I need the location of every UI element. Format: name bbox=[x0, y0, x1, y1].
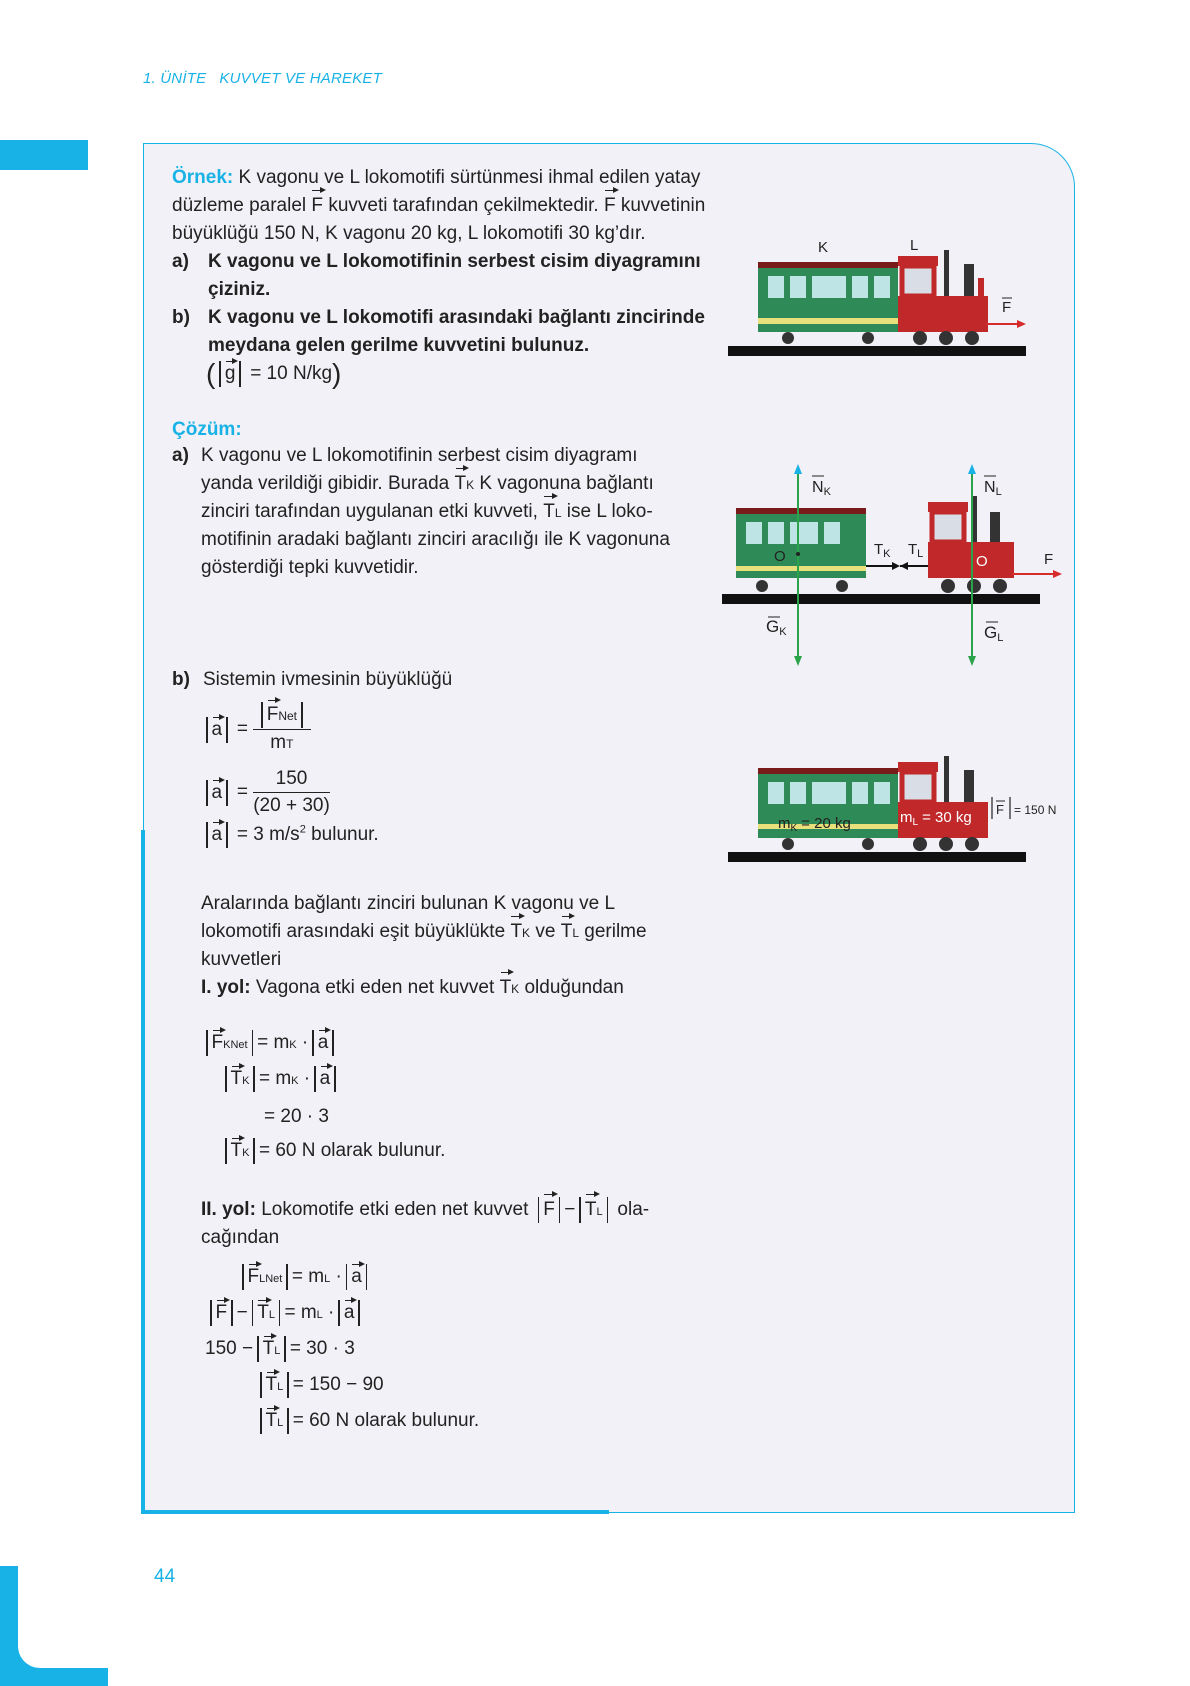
example-line-2 bbox=[172, 192, 705, 220]
example-text: kuvvetinin bbox=[620, 195, 706, 216]
method-2-text: ola- bbox=[617, 1199, 650, 1220]
equation-denominator: (20 + 30) bbox=[253, 795, 330, 816]
label-tl: T bbox=[908, 541, 918, 558]
method-1-heading: I. yol: Vagona etki eden net kuvvet TK olduğundan bbox=[201, 974, 624, 1003]
tension-para-line-3: kuvvetleri bbox=[201, 949, 282, 970]
svg-text:mL= 30 kg: $m_L = 30$ kg bbox=[900, 809, 972, 828]
figure-train-masses bbox=[728, 754, 1073, 866]
label-ml: m bbox=[900, 809, 913, 826]
solution-b-label: b) bbox=[172, 669, 190, 690]
label-f: F bbox=[1002, 299, 1012, 316]
vector-tl: T bbox=[543, 498, 555, 526]
side-tab-marker bbox=[0, 140, 88, 170]
method-1-result: = 60 N olarak bulunur. bbox=[258, 1140, 446, 1162]
method-2-eq-3-left: 150 − bbox=[205, 1338, 254, 1360]
svg-text:TK: $T_K$ bbox=[874, 541, 891, 560]
label-f: F bbox=[996, 802, 1004, 817]
wagon-k-illustration bbox=[758, 262, 898, 344]
method-2-text: Lokomotife etki eden net kuvvet bbox=[261, 1199, 529, 1220]
example-a-text-1: K vagonu ve L lokomotifinin serbest cisim diyagramını bbox=[208, 251, 701, 272]
vector-f: F bbox=[311, 192, 323, 220]
vector-tk: T bbox=[455, 470, 467, 498]
label-nl: N bbox=[984, 479, 996, 496]
method-2-line-2: cağından bbox=[201, 1227, 280, 1248]
tension-text: lokomotifi arasındaki eşit büyüklükte bbox=[201, 921, 506, 942]
unit-label: 1. ÜNİTE bbox=[143, 70, 207, 87]
svg-text:GK: GK bbox=[766, 617, 787, 638]
solution-label: Çözüm: bbox=[172, 419, 242, 440]
vector-g: g bbox=[224, 363, 236, 385]
solution-a-line-2: yanda verildiği gibidir. Burada TK K vagonuna bağlantı bbox=[201, 470, 654, 499]
locomotive-l-illustration bbox=[898, 250, 988, 345]
example-b-text-1: K vagonu ve L lokomotifi arasındaki bağlantı zincirinde bbox=[208, 307, 705, 328]
method-2-eq-3: 150 − TL = 30 · 3 bbox=[205, 1336, 355, 1362]
method-1-eq-4: TK = 60 N olarak bulunur. bbox=[221, 1138, 445, 1164]
vector-tk: T bbox=[510, 918, 522, 946]
method-2-result: = 60 N olarak bulunur. bbox=[292, 1410, 480, 1432]
gravity-given: ( g = 10 N/kg) bbox=[206, 358, 342, 389]
solution-a-line-5: gösterdiği tepki kuvvetidir. bbox=[201, 557, 419, 578]
gravity-value: = 10 N/kg bbox=[250, 363, 333, 385]
page-header bbox=[143, 70, 382, 87]
svg-text:GL: GL bbox=[984, 623, 1004, 644]
panel-accent-left bbox=[141, 830, 145, 1514]
method-1-eq-1: FKNet = mK · a bbox=[202, 1030, 338, 1056]
page-number: 44 bbox=[154, 1566, 176, 1587]
vector-tk: T bbox=[500, 974, 512, 1002]
label-o-k: O bbox=[774, 548, 786, 565]
example-line-3: büyüklüğü 150 N, K vagonu 20 kg, L lokomotifi 30 kg’dır. bbox=[172, 223, 646, 244]
equation-accel-values: a = $\frac{150}{(20 + 30)}$ bbox=[202, 766, 330, 819]
method-1-eq-3: = 20 · 3 bbox=[264, 1106, 329, 1127]
equation-accel-result: a = 3 $m/s^2$ bulunur. bbox=[202, 822, 379, 848]
solution-b-text: Sistemin ivmesinin büyüklüğü bbox=[203, 669, 453, 690]
method-2-label: II. yol: bbox=[201, 1199, 256, 1220]
example-label: Örnek: bbox=[172, 167, 234, 188]
svg-text:NK: NK bbox=[812, 479, 831, 498]
wagon-k-illustration bbox=[758, 768, 898, 850]
example-text: K vagonu ve L lokomotifi sürtünmesi ihmal edilen yatay bbox=[238, 167, 701, 188]
method-1-text: olduğundan bbox=[524, 977, 624, 998]
method-2-eq-3-right: = 30 · 3 bbox=[289, 1338, 355, 1360]
solution-text: K vagonuna bağlantı bbox=[479, 473, 654, 494]
label-mk: m bbox=[778, 815, 791, 832]
label-o-l: O bbox=[976, 553, 988, 570]
solution-text: yanda verildiği gibidir. Burada bbox=[201, 473, 450, 494]
example-text: düzleme paralel bbox=[172, 195, 307, 216]
accel-result-text: bulunur. bbox=[311, 824, 379, 846]
example-b-text-2: meydana gelen gerilme kuvvetini bulunuz. bbox=[208, 335, 590, 356]
label-k: K bbox=[818, 239, 829, 256]
example-b-label: b) bbox=[172, 307, 190, 328]
vector-tl: T bbox=[561, 918, 573, 946]
label-nk: N bbox=[812, 479, 824, 496]
svg-text:NL: NL bbox=[984, 479, 1002, 498]
figure-train-applied-force bbox=[728, 238, 1038, 360]
solution-a-line-4: motifinin aradaki bağlantı zinciri aracılığı ile K vagonuna bbox=[201, 529, 670, 550]
figure-free-body-diagram bbox=[722, 462, 1067, 670]
example-a-label: a) bbox=[172, 251, 189, 272]
accel-result-exponent: 2 bbox=[299, 823, 306, 836]
accel-result-value: = 3 m/s bbox=[236, 824, 300, 846]
method-1-text: Vagona etki eden net kuvvet bbox=[255, 977, 495, 998]
method-2-eq-5: TL = 60 N olarak bulunur. bbox=[256, 1408, 479, 1434]
vector-f: F bbox=[604, 192, 616, 220]
method-2-eq-2: F − TL = mL · a bbox=[206, 1300, 364, 1326]
method-2-eq-1: FLNet = mL · a bbox=[238, 1264, 371, 1290]
tension-text: ve bbox=[535, 921, 556, 942]
label-gk: G bbox=[766, 617, 780, 636]
method-2-eq-4-value: = 150 − 90 bbox=[292, 1374, 384, 1396]
solution-text: ise L loko- bbox=[566, 501, 653, 522]
method-2-heading: II. yol: Lokomotife etki eden net kuvvet F − TL ola- bbox=[201, 1196, 649, 1226]
label-f: F bbox=[1044, 551, 1054, 568]
solution-a-line-1: K vagonu ve L lokomotifinin serbest cisim diyagramı bbox=[201, 445, 638, 466]
example-a-text-2: çiziniz. bbox=[208, 279, 271, 300]
tension-para-line-2: lokomotifi arasındaki eşit büyüklükte TK ve TL gerilme bbox=[201, 918, 647, 947]
label-gl: G bbox=[984, 623, 998, 642]
equation-accel-formula: a = $\frac{\text{FNet}}{mT}$ bbox=[202, 702, 311, 757]
label-l: L bbox=[910, 238, 919, 254]
unit-title: KUVVET VE HAREKET bbox=[219, 70, 382, 87]
solution-a-line-3: zinciri tarafından uygulanan etki kuvveti, TL ise L loko- bbox=[201, 498, 653, 527]
wagon-k-illustration bbox=[736, 508, 866, 592]
example-text: kuvveti tarafından çekilmektedir. bbox=[328, 195, 599, 216]
tension-para-line-1: Aralarında bağlantı zinciri bulunan K vagonu ve L bbox=[201, 893, 616, 914]
method-1-label: I. yol: bbox=[201, 977, 251, 998]
solution-text: zinciri tarafından uygulanan etki kuvveti, bbox=[201, 501, 538, 522]
svg-text:mK= 20 kg: $m_K = 20$ kg bbox=[778, 815, 851, 834]
label-tk: T bbox=[874, 541, 884, 558]
solution-a-label: a) bbox=[172, 445, 189, 466]
panel-accent-bottom bbox=[141, 1510, 609, 1514]
method-2-eq-4: TL = 150 − 90 bbox=[256, 1372, 384, 1398]
equation-numerator: 150 bbox=[253, 766, 330, 793]
method-1-eq-2: TK = mK · a bbox=[221, 1066, 340, 1092]
example-line-1 bbox=[172, 164, 700, 192]
tension-text: gerilme bbox=[584, 921, 647, 942]
locomotive-l-illustration bbox=[898, 756, 988, 851]
label-f-value: = 150 N bbox=[1014, 803, 1057, 817]
page-corner-cutout bbox=[18, 1566, 108, 1668]
svg-text:TL: $T_L$ bbox=[908, 541, 924, 560]
